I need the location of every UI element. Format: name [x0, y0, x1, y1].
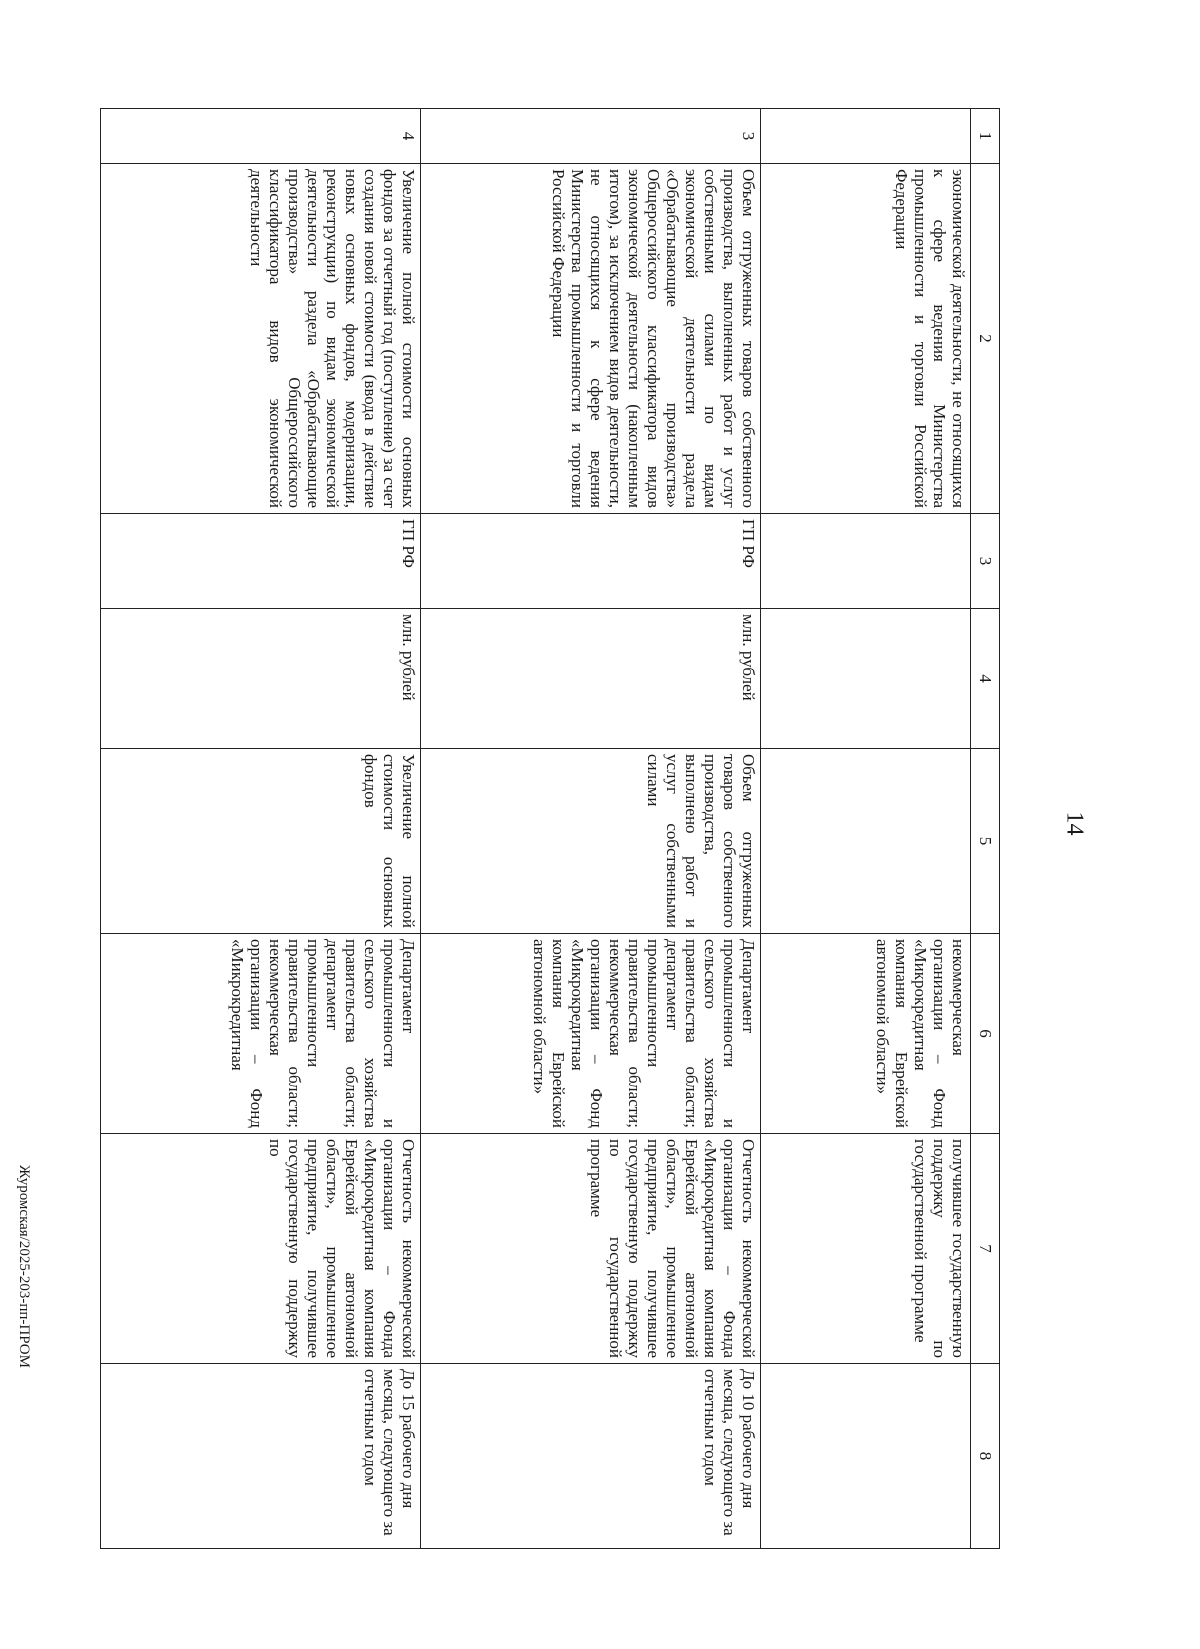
- table-row: [101, 109, 421, 1549]
- table-row: [761, 109, 971, 1549]
- cell-reporting: получившее государственную поддержку по государственной программе: [761, 1134, 971, 1364]
- cell-number: [761, 109, 971, 164]
- header-cell: 3: [971, 514, 1000, 609]
- cell-unit: млн. рублей: [421, 609, 761, 749]
- cell-deadline: До 15 рабочего дня месяца, следующего за отчетным годом: [101, 1364, 421, 1549]
- cell-indicator: Объем отгруженных товаров собственного производства, выполненных работ и услуг собственными силами по видам экономической деятельности раздела «Обрабатывающие производства» Общероссийского классификатора видов экономической деятельности (накопленным итогом), за исключением видов деятельности, не относящихся к сфере ведения Министерства промышленности и торговли Российской Федерации: [421, 164, 761, 514]
- page-number: 14: [1061, 811, 1088, 836]
- cell-responsible: некоммерческая организации – Фонд «Микрокредитная компания Еврейской автономной области»: [761, 934, 971, 1134]
- header-row: [971, 109, 1000, 1549]
- cell-source: ГП РФ: [101, 514, 421, 609]
- header-cell: 4: [971, 609, 1000, 749]
- cell-number: 4: [101, 109, 421, 164]
- cell-unit: [761, 609, 971, 749]
- cell-number: 3: [421, 109, 761, 164]
- cell-responsible: Департамент промышленности и сельского хозяйства правительства области; департамент промышленности правительства области; некоммерческая организации – Фонд «Микрокредитная компания Еврейской автономной области»: [421, 934, 761, 1134]
- cell-source: [761, 514, 971, 609]
- cell-unit: млн. рублей: [101, 609, 421, 749]
- cell-definition: [761, 749, 971, 934]
- cell-reporting: Отчетность некоммерческой организации – Фонда «Микрокредитная компания Еврейской автономной области», промышленное предприятие, получившее государственную поддержку по: [101, 1134, 421, 1364]
- header-cell: 2: [971, 164, 1000, 514]
- cell-indicator: экономической деятельности, не относящихся к сфере ведения Министерства промышленности и торговли Российской Федерации: [761, 164, 971, 514]
- cell-deadline: До 10 рабочего дня месяца, следующего за отчетным годом: [421, 1364, 761, 1549]
- rotated-table-container: [100, 108, 1000, 1548]
- header-cell: 1: [971, 109, 1000, 164]
- cell-definition: Увеличение полной стоимости основных фондов: [101, 749, 421, 934]
- header-cell: 5: [971, 749, 1000, 934]
- cell-deadline: [761, 1364, 971, 1549]
- cell-definition: Объем отгруженных товаров собственного производства, выполнено работ и услуг собственными силами: [421, 749, 761, 934]
- cell-reporting: Отчетность некоммерческой организации – Фонда «Микрокредитная компания Еврейской автономной области», промышленное предприятие, получившее государственную поддержку по государственной программе: [421, 1134, 761, 1364]
- cell-responsible: Департамент промышленности и сельского хозяйства правительства области; департамент промышленности правительства области; некоммерческая организации – Фонд «Микрокредитная: [101, 934, 421, 1134]
- header-cell: 8: [971, 1364, 1000, 1549]
- cell-indicator: Увеличение полной стоимости основных фондов за отчетный год (поступление) за счет создания новой стоимости (ввода в действие новых основных фондов, модернизации, реконструкции) по видам экономической деятельности раздела «Обрабатывающие производства» Общероссийского классификатора видов экономической деятельности: [101, 164, 421, 514]
- requirements-table: [100, 108, 1000, 1549]
- table-row: [421, 109, 761, 1549]
- header-cell: 6: [971, 934, 1000, 1134]
- document-code: Журомская/2025-203-пп-ПРОМ: [16, 1165, 32, 1368]
- cell-source: ГП РФ: [421, 514, 761, 609]
- header-cell: 7: [971, 1134, 1000, 1364]
